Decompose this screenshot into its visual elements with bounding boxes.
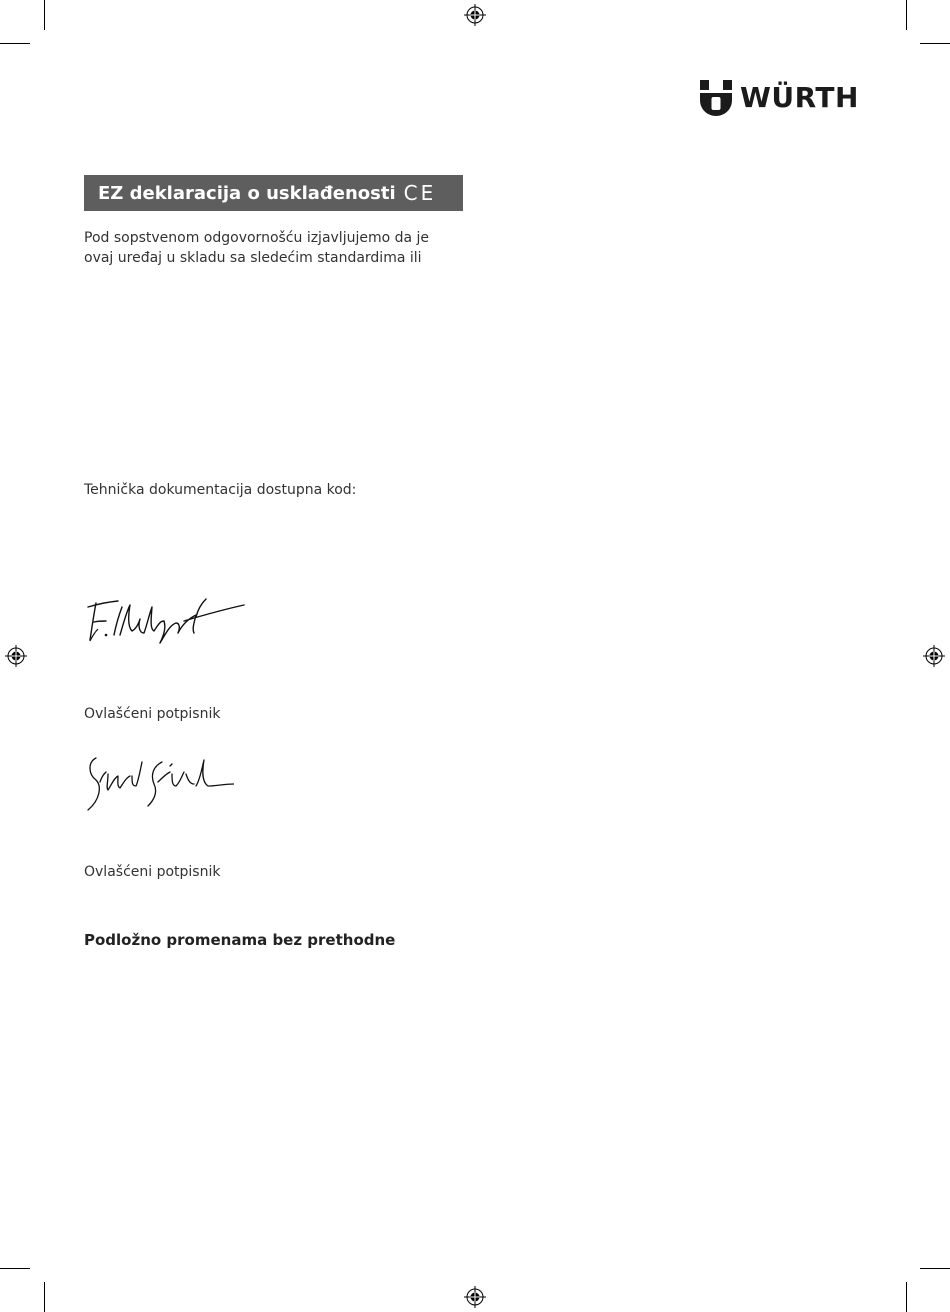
crop-mark-bottom-right-vertical [906, 1282, 907, 1312]
crop-mark-top-right-horizontal [920, 43, 950, 44]
registration-mark-top-icon [464, 4, 486, 26]
declaration-heading [84, 175, 463, 211]
signature-2-image [84, 752, 234, 814]
change-notice: Podložno promenama bez prethodne [84, 931, 396, 949]
wurth-logo-text: WÜRTH [740, 81, 859, 114]
registration-mark-right-icon [923, 645, 945, 667]
signatory-1-label: Ovlašćeni potpisnik [84, 706, 221, 722]
crop-mark-bottom-left-horizontal [0, 1268, 30, 1269]
intro-line-1: Pod sopstvenom odgovornošću izjavljujemo da je [84, 230, 430, 246]
signatory-2-label: Ovlašćeni potpisnik [84, 864, 221, 880]
intro-paragraph [84, 228, 429, 268]
crop-mark-top-left-horizontal [0, 43, 30, 44]
ce-mark-icon: CE [403, 181, 437, 205]
wurth-logo-mark-icon [700, 80, 732, 116]
technical-documentation-text: Tehnička dokumentacija dostupna kod: [84, 482, 357, 498]
registration-mark-bottom-icon [464, 1286, 486, 1308]
crop-mark-top-right-vertical [906, 0, 907, 30]
signature-1-image [84, 595, 254, 650]
declaration-title: EZ deklaracija o usklađenosti [98, 182, 396, 204]
crop-mark-bottom-left-vertical [44, 1282, 45, 1312]
crop-mark-top-left-vertical [44, 0, 45, 30]
wurth-logo [700, 80, 859, 116]
registration-mark-left-icon [5, 645, 27, 667]
intro-line-2: ovaj uređaj u skladu sa sledećim standardima ili [84, 250, 422, 266]
crop-mark-bottom-right-horizontal [920, 1268, 950, 1269]
